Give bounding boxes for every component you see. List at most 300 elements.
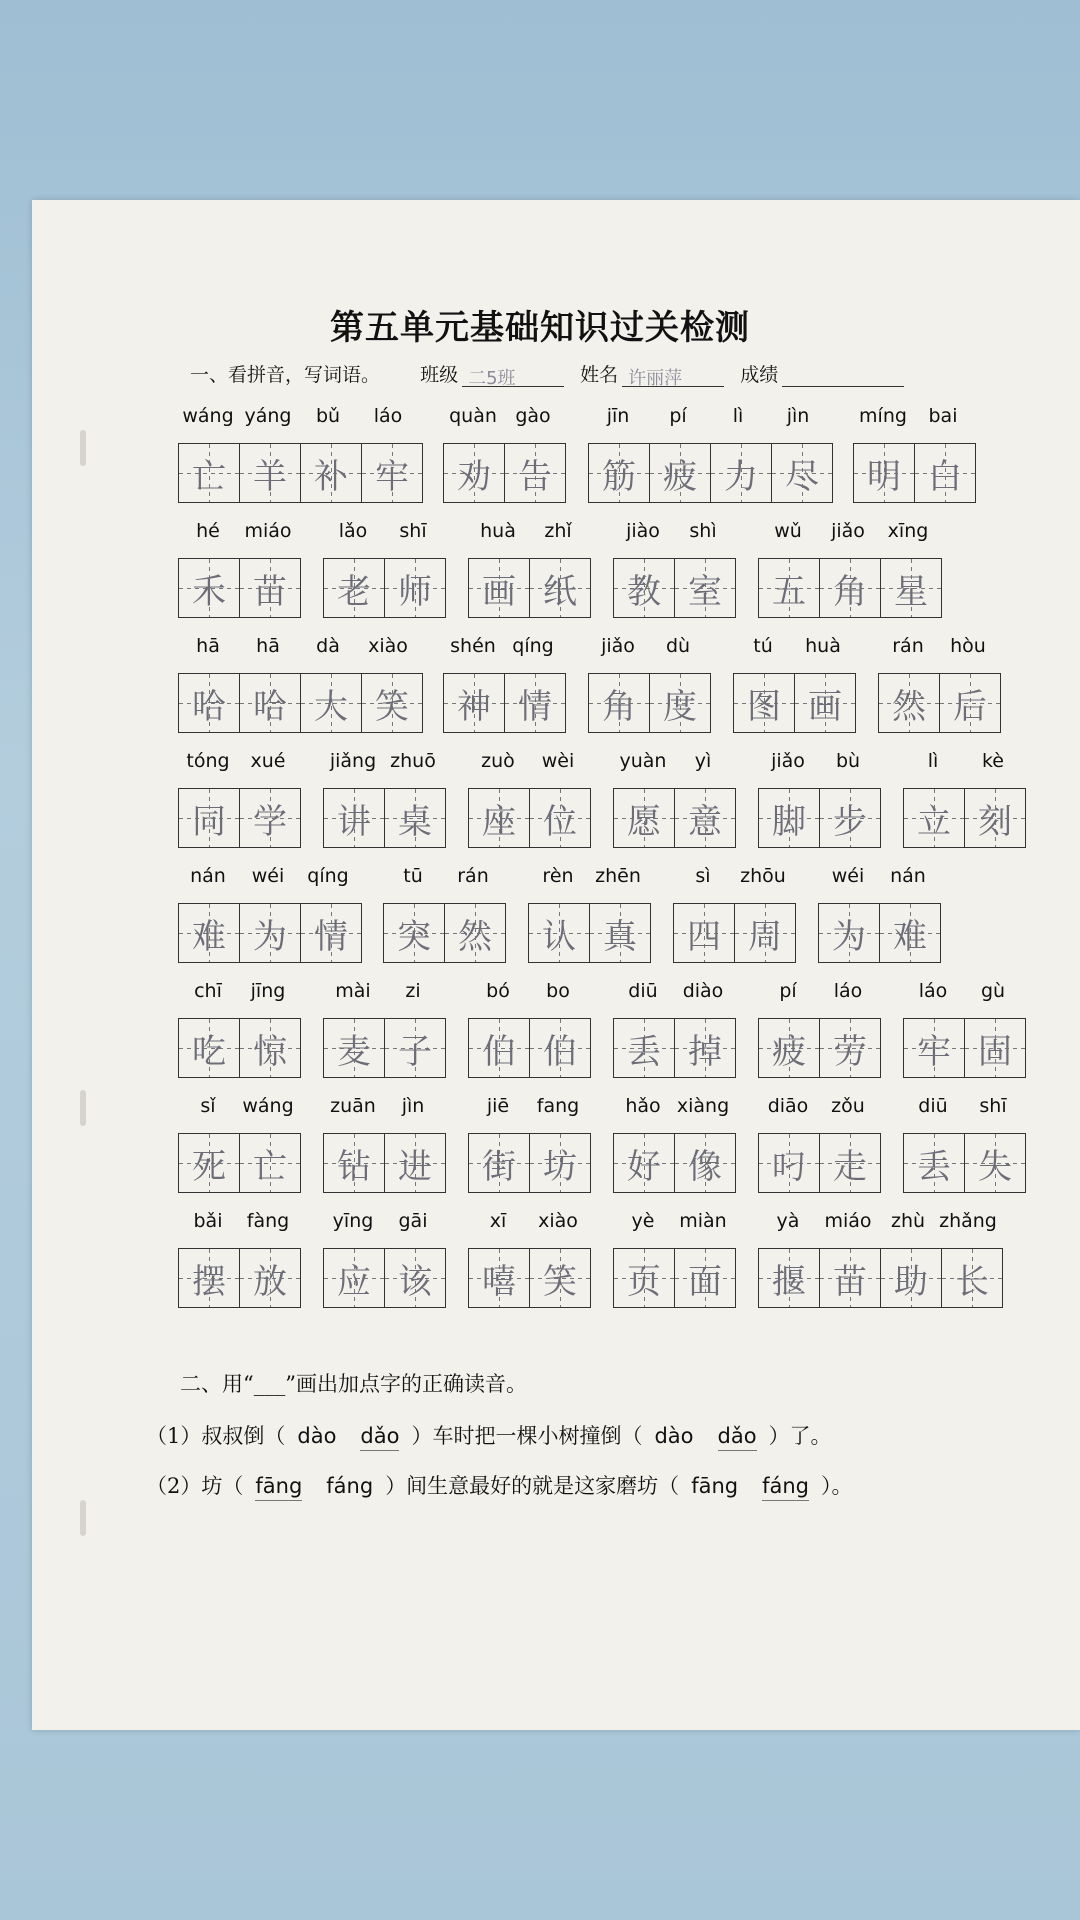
pinyin-syllable: lì: [927, 750, 939, 772]
pinyin-syllable: hā: [256, 635, 280, 657]
handwritten-char-box[interactable]: 突: [384, 904, 445, 962]
pinyin-syllable: qíng: [512, 635, 554, 657]
pinyin-syllable: fang: [536, 1095, 580, 1117]
pinyin-syllable: mài: [335, 980, 371, 1002]
pinyin-syllable: hā: [196, 635, 220, 657]
pinyin-syllable: jiǎng: [329, 750, 377, 772]
pinyin-row: [878, 635, 998, 663]
question-1: [146, 1420, 832, 1450]
tianzige-boxes: [733, 673, 856, 733]
pinyin-row: [733, 635, 853, 663]
handwritten-char-box[interactable]: 叼: [759, 1134, 820, 1192]
pinyin-row: [613, 980, 733, 1008]
pinyin-row: [613, 750, 733, 778]
handwritten-char-box[interactable]: 补: [301, 444, 362, 502]
tianzige-boxes: [613, 1133, 736, 1193]
pinyin-row: [323, 1095, 443, 1123]
handwritten-char-box[interactable]: 五: [759, 559, 820, 617]
q1-text-end: ）了。: [768, 1424, 832, 1448]
pinyin-syllable: bó: [486, 980, 510, 1002]
pinyin-syllable: wéi: [251, 865, 285, 887]
handwritten-char-box[interactable]: 摆: [179, 1249, 240, 1307]
pinyin-row: [903, 980, 1023, 1008]
section1-header: [190, 360, 904, 387]
handwritten-char-box[interactable]: 街: [469, 1134, 530, 1192]
q2-option-c[interactable]: fāng: [691, 1474, 739, 1498]
binding-hole: [80, 430, 86, 466]
pinyin-row: [468, 980, 588, 1008]
handwritten-char-box[interactable]: 亡: [179, 444, 240, 502]
pinyin-syllable: jīn: [606, 405, 630, 427]
pinyin-row: [178, 750, 298, 778]
pinyin-row: [758, 980, 878, 1008]
handwritten-char-box[interactable]: 同: [179, 789, 240, 847]
pinyin-syllable: míng: [859, 405, 907, 427]
handwritten-char-box[interactable]: 四: [674, 904, 735, 962]
pinyin-syllable: zuò: [481, 750, 515, 772]
pinyin-row: [758, 1095, 878, 1123]
pinyin-row: [758, 1210, 998, 1238]
pinyin-syllable: yè: [631, 1210, 655, 1232]
pinyin-row: [178, 1095, 298, 1123]
handwritten-char-box[interactable]: 走: [820, 1134, 880, 1192]
tianzige-boxes: [468, 1248, 591, 1308]
handwritten-char-box[interactable]: 苗: [820, 1249, 881, 1307]
tianzige-boxes: [178, 673, 423, 733]
pinyin-syllable: xiào: [538, 1210, 578, 1232]
handwritten-char-box[interactable]: 位: [530, 789, 590, 847]
handwritten-char-box[interactable]: 哈: [240, 674, 301, 732]
handwritten-char-box[interactable]: 尽: [772, 444, 832, 502]
handwritten-char-box[interactable]: 老: [324, 559, 385, 617]
pinyin-row: [758, 750, 878, 778]
q1-option-b-selected[interactable]: dǎo: [360, 1424, 399, 1451]
pinyin-syllable: shī: [399, 520, 427, 542]
handwritten-char-box[interactable]: 力: [711, 444, 772, 502]
q2-option-d-selected[interactable]: fáng: [762, 1474, 809, 1501]
tianzige-boxes: [178, 1133, 301, 1193]
pinyin-syllable: tóng: [186, 750, 230, 772]
pinyin-row: [178, 980, 298, 1008]
pinyin-syllable: nán: [890, 865, 926, 887]
tianzige-boxes: [853, 443, 976, 503]
pinyin-row: [178, 865, 358, 893]
pinyin-syllable: nán: [190, 865, 226, 887]
pinyin-row: [323, 520, 443, 548]
tianzige-boxes: [323, 1018, 446, 1078]
pinyin-syllable: huà: [480, 520, 516, 542]
tianzige-boxes: [443, 443, 566, 503]
pinyin-syllable: gào: [515, 405, 551, 427]
pinyin-syllable: wèi: [541, 750, 575, 772]
tianzige-boxes: [383, 903, 506, 963]
handwritten-char-box[interactable]: 师: [385, 559, 445, 617]
q1-option-a[interactable]: dào: [297, 1424, 337, 1448]
pinyin-syllable: dà: [316, 635, 340, 657]
pinyin-row: [383, 865, 503, 893]
pinyin-row: [443, 405, 563, 433]
handwritten-char-box[interactable]: 苗: [240, 559, 300, 617]
pinyin-syllable: miàn: [679, 1210, 727, 1232]
pinyin-syllable: tū: [403, 865, 423, 887]
pinyin-syllable: hòu: [950, 635, 986, 657]
handwritten-char-box[interactable]: 立: [904, 789, 965, 847]
pinyin-syllable: pí: [669, 405, 687, 427]
handwritten-char-box[interactable]: 固: [965, 1019, 1025, 1077]
handwritten-char-box[interactable]: 嘻: [469, 1249, 530, 1307]
pinyin-syllable: huà: [805, 635, 841, 657]
pinyin-syllable: rán: [892, 635, 924, 657]
handwritten-char-box[interactable]: 明: [854, 444, 915, 502]
tianzige-boxes: [903, 1018, 1026, 1078]
pinyin-syllable: wéi: [831, 865, 865, 887]
tianzige-boxes: [323, 788, 446, 848]
handwritten-char-box[interactable]: 疲: [759, 1019, 820, 1077]
pinyin-syllable: jìn: [786, 405, 810, 427]
pinyin-syllable: wáng: [182, 405, 234, 427]
tianzige-boxes: [613, 558, 736, 618]
pinyin-syllable: lǎo: [338, 520, 368, 542]
handwritten-char-box[interactable]: 伯: [530, 1019, 590, 1077]
pinyin-syllable: zhǐ: [544, 520, 572, 542]
handwritten-char-box[interactable]: 角: [820, 559, 881, 617]
handwritten-char-box[interactable]: 助: [881, 1249, 942, 1307]
pinyin-syllable: bo: [546, 980, 570, 1002]
pinyin-syllable: shén: [450, 635, 496, 657]
handwritten-char-box[interactable]: 钻: [324, 1134, 385, 1192]
handwritten-char-box[interactable]: 度: [650, 674, 710, 732]
tianzige-boxes: [673, 903, 796, 963]
pinyin-row: [673, 865, 793, 893]
pinyin-syllable: jiē: [486, 1095, 510, 1117]
pinyin-syllable: miáo: [244, 520, 292, 542]
handwritten-char-box[interactable]: 页: [614, 1249, 675, 1307]
pinyin-row: [613, 1095, 733, 1123]
pinyin-row: [178, 1210, 298, 1238]
pinyin-syllable: gāi: [398, 1210, 428, 1232]
tianzige-boxes: [178, 558, 301, 618]
pinyin-syllable: zǒu: [831, 1095, 865, 1117]
tianzige-boxes: [178, 788, 301, 848]
score-field[interactable]: [782, 364, 904, 387]
pinyin-syllable: diào: [682, 980, 724, 1002]
handwritten-char-box[interactable]: 放: [240, 1249, 300, 1307]
pinyin-row: [468, 1095, 588, 1123]
pinyin-row: [588, 635, 708, 663]
tianzige-boxes: [468, 1018, 591, 1078]
class-label: 班级: [420, 364, 459, 386]
handwritten-char-box[interactable]: 认: [529, 904, 590, 962]
tianzige-boxes: [758, 1133, 881, 1193]
handwritten-char-box[interactable]: 步: [820, 789, 880, 847]
pinyin-syllable: dù: [665, 635, 691, 657]
handwritten-char-box[interactable]: 难: [880, 904, 940, 962]
pinyin-syllable: yáng: [244, 405, 292, 427]
question-2: [146, 1470, 853, 1500]
pinyin-syllable: sǐ: [200, 1095, 216, 1117]
pinyin-syllable: yà: [776, 1210, 800, 1232]
q2-text-end: ）。: [821, 1474, 853, 1498]
handwritten-char-box[interactable]: 后: [940, 674, 1000, 732]
pinyin-syllable: chī: [194, 980, 222, 1002]
tianzige-boxes: [178, 1248, 301, 1308]
pinyin-syllable: yì: [694, 750, 712, 772]
tianzige-boxes: [878, 673, 1001, 733]
pinyin-syllable: xué: [250, 750, 286, 772]
tianzige-boxes: [178, 443, 423, 503]
pinyin-syllable: diū: [628, 980, 658, 1002]
q2-option-b[interactable]: fáng: [326, 1474, 374, 1498]
pinyin-syllable: shī: [979, 1095, 1007, 1117]
pinyin-syllable: bǎi: [193, 1210, 223, 1232]
pinyin-row: [613, 1210, 733, 1238]
handwritten-char-box[interactable]: 丢: [904, 1134, 965, 1192]
pinyin-row: [468, 750, 588, 778]
pinyin-syllable: jiǎo: [831, 520, 865, 542]
pinyin-syllable: láo: [373, 405, 403, 427]
handwritten-char-box[interactable]: 丢: [614, 1019, 675, 1077]
handwritten-char-box[interactable]: 坊: [530, 1134, 590, 1192]
handwritten-char-box[interactable]: 座: [469, 789, 530, 847]
tianzige-boxes: [178, 903, 362, 963]
pinyin-syllable: xiào: [368, 635, 408, 657]
tianzige-boxes: [588, 443, 833, 503]
pinyin-row: [323, 980, 443, 1008]
tianzige-boxes: [323, 558, 446, 618]
pinyin-row: [758, 520, 938, 548]
handwritten-char-box[interactable]: 周: [735, 904, 795, 962]
tianzige-boxes: [613, 788, 736, 848]
handwritten-char-box[interactable]: 掉: [675, 1019, 735, 1077]
handwritten-char-box[interactable]: 告: [505, 444, 565, 502]
tianzige-boxes: [528, 903, 651, 963]
handwritten-char-box[interactable]: 死: [179, 1134, 240, 1192]
pinyin-row: [613, 520, 733, 548]
tianzige-boxes: [818, 903, 941, 963]
pinyin-syllable: xī: [489, 1210, 507, 1232]
pinyin-syllable: sì: [695, 865, 711, 887]
handwritten-char-box[interactable]: 角: [589, 674, 650, 732]
handwritten-char-box[interactable]: 愿: [614, 789, 675, 847]
handwritten-char-box[interactable]: 学: [240, 789, 300, 847]
pinyin-syllable: yīng: [332, 1210, 374, 1232]
score-label: 成绩: [740, 364, 779, 386]
pinyin-syllable: zhù: [890, 1210, 926, 1232]
pinyin-syllable: jiǎo: [601, 635, 635, 657]
pinyin-syllable: gù: [980, 980, 1006, 1002]
q1-text-mid: ）车时把一棵小树撞倒（: [411, 1424, 643, 1448]
handwritten-char-box[interactable]: 禾: [179, 559, 240, 617]
pinyin-syllable: quàn: [449, 405, 497, 427]
handwritten-char-box[interactable]: 像: [675, 1134, 735, 1192]
handwritten-char-box[interactable]: 脚: [759, 789, 820, 847]
section1-heading: 一、看拼音，写词语。: [190, 364, 381, 386]
pinyin-row: [178, 520, 298, 548]
tianzige-boxes: [323, 1248, 446, 1308]
tianzige-boxes: [468, 558, 591, 618]
handwritten-char-box[interactable]: 子: [385, 1019, 445, 1077]
handwritten-char-box[interactable]: 难: [179, 904, 240, 962]
handwritten-char-box[interactable]: 白: [915, 444, 975, 502]
handwritten-char-box[interactable]: 讲: [324, 789, 385, 847]
pinyin-row: [178, 405, 418, 433]
handwritten-char-box[interactable]: 刻: [965, 789, 1025, 847]
pinyin-syllable: jīng: [250, 980, 286, 1002]
handwritten-char-box[interactable]: 画: [795, 674, 855, 732]
binding-hole: [80, 1500, 86, 1536]
handwritten-char-box[interactable]: 失: [965, 1134, 1025, 1192]
name-label: 姓名: [580, 364, 619, 386]
section2-heading: 二、用“___”画出加点字的正确读音。: [180, 1372, 527, 1396]
pinyin-syllable: hé: [196, 520, 220, 542]
pinyin-syllable: tú: [753, 635, 773, 657]
tianzige-boxes: [613, 1248, 736, 1308]
pinyin-syllable: bǔ: [315, 405, 341, 427]
handwritten-char-box[interactable]: 笑: [362, 674, 422, 732]
pinyin-syllable: bai: [928, 405, 958, 427]
handwritten-char-box[interactable]: 长: [942, 1249, 1002, 1307]
pinyin-syllable: jiǎo: [771, 750, 805, 772]
handwritten-char-box[interactable]: 桌: [385, 789, 445, 847]
pinyin-row: [468, 520, 588, 548]
pinyin-syllable: hǎo: [625, 1095, 661, 1117]
name-field[interactable]: 许丽萍: [622, 364, 724, 387]
handwritten-char-box[interactable]: 惊: [240, 1019, 300, 1077]
pinyin-row: [323, 1210, 443, 1238]
pinyin-row: [903, 750, 1023, 778]
handwritten-char-box[interactable]: 吃: [179, 1019, 240, 1077]
tianzige-boxes: [468, 1133, 591, 1193]
tianzige-boxes: [758, 1018, 881, 1078]
pinyin-row: [323, 750, 443, 778]
pinyin-syllable: zhēn: [595, 865, 641, 887]
handwritten-char-box[interactable]: 应: [324, 1249, 385, 1307]
handwritten-char-box[interactable]: 哈: [179, 674, 240, 732]
handwritten-char-box[interactable]: 大: [301, 674, 362, 732]
pinyin-row: [468, 1210, 588, 1238]
tianzige-boxes: [613, 1018, 736, 1078]
handwritten-char-box[interactable]: 图: [734, 674, 795, 732]
pinyin-row: [588, 405, 828, 433]
pinyin-syllable: láo: [918, 980, 948, 1002]
tianzige-boxes: [588, 673, 711, 733]
class-field[interactable]: 二5班: [462, 364, 564, 387]
pinyin-syllable: zhōu: [740, 865, 786, 887]
handwritten-char-box[interactable]: 为: [819, 904, 880, 962]
q2-option-a-selected[interactable]: fāng: [255, 1474, 302, 1501]
pinyin-syllable: qíng: [307, 865, 349, 887]
handwritten-char-box[interactable]: 牢: [362, 444, 422, 502]
tianzige-boxes: [468, 788, 591, 848]
q1-option-c[interactable]: dào: [654, 1424, 694, 1448]
handwritten-char-box[interactable]: 情: [301, 904, 361, 962]
handwritten-char-box[interactable]: 好: [614, 1134, 675, 1192]
tianzige-boxes: [903, 788, 1026, 848]
handwritten-char-box[interactable]: 星: [881, 559, 941, 617]
binding-hole: [80, 1090, 86, 1126]
handwritten-char-box[interactable]: 揠: [759, 1249, 820, 1307]
pinyin-syllable: shì: [689, 520, 717, 542]
tianzige-boxes: [903, 1133, 1026, 1193]
pinyin-syllable: zhǎng: [939, 1210, 997, 1232]
pinyin-syllable: kè: [981, 750, 1004, 772]
pinyin-syllable: wáng: [242, 1095, 294, 1117]
handwritten-char-box[interactable]: 羊: [240, 444, 301, 502]
pinyin-syllable: jìn: [401, 1095, 425, 1117]
handwritten-char-box[interactable]: 然: [879, 674, 940, 732]
pinyin-row: [853, 405, 973, 433]
handwritten-char-box[interactable]: 劳: [820, 1019, 880, 1077]
pinyin-syllable: zi: [405, 980, 421, 1002]
handwritten-char-box[interactable]: 画: [469, 559, 530, 617]
tianzige-boxes: [758, 1248, 1003, 1308]
handwritten-char-box[interactable]: 筋: [589, 444, 650, 502]
handwritten-char-box[interactable]: 意: [675, 789, 735, 847]
handwritten-char-box[interactable]: 为: [240, 904, 301, 962]
pinyin-syllable: lì: [732, 405, 744, 427]
handwritten-char-box[interactable]: 进: [385, 1134, 445, 1192]
handwritten-char-box[interactable]: 疲: [650, 444, 711, 502]
pinyin-syllable: fàng: [246, 1210, 290, 1232]
handwritten-char-box[interactable]: 面: [675, 1249, 735, 1307]
pinyin-syllable: jiào: [626, 520, 660, 542]
q2-text-start: （2）坊（: [146, 1474, 244, 1498]
tianzige-boxes: [178, 1018, 301, 1078]
pinyin-syllable: rèn: [542, 865, 574, 887]
handwritten-char-box[interactable]: 室: [675, 559, 735, 617]
pinyin-row: [178, 635, 418, 663]
handwritten-char-box[interactable]: 教: [614, 559, 675, 617]
tianzige-boxes: [758, 558, 942, 618]
handwritten-char-box[interactable]: 该: [385, 1249, 445, 1307]
tianzige-boxes: [443, 673, 566, 733]
q1-text-start: （1）叔叔倒（: [146, 1424, 286, 1448]
handwritten-char-box[interactable]: 伯: [469, 1019, 530, 1077]
handwritten-char-box[interactable]: 麦: [324, 1019, 385, 1077]
handwritten-char-box[interactable]: 神: [444, 674, 505, 732]
tianzige-boxes: [323, 1133, 446, 1193]
pinyin-row: [903, 1095, 1023, 1123]
q1-option-d-selected[interactable]: dǎo: [718, 1424, 757, 1451]
pinyin-syllable: zhuō: [390, 750, 436, 772]
q2-text-mid: ）间生意最好的就是这家磨坊（: [385, 1474, 680, 1498]
handwritten-char-box[interactable]: 情: [505, 674, 565, 732]
pinyin-syllable: xīng: [887, 520, 929, 542]
handwritten-char-box[interactable]: 笑: [530, 1249, 590, 1307]
pinyin-syllable: diāo: [767, 1095, 809, 1117]
handwritten-char-box[interactable]: 牢: [904, 1019, 965, 1077]
handwritten-char-box[interactable]: 纸: [530, 559, 590, 617]
pinyin-syllable: rán: [457, 865, 489, 887]
pinyin-syllable: yuàn: [619, 750, 667, 772]
tianzige-boxes: [758, 788, 881, 848]
pinyin-syllable: miáo: [824, 1210, 872, 1232]
pinyin-syllable: bù: [835, 750, 861, 772]
handwritten-char-box[interactable]: 劝: [444, 444, 505, 502]
handwritten-char-box[interactable]: 真: [590, 904, 650, 962]
pinyin-syllable: láo: [833, 980, 863, 1002]
pinyin-syllable: wǔ: [774, 520, 802, 542]
pinyin-syllable: xiàng: [676, 1095, 730, 1117]
pinyin-row: [528, 865, 648, 893]
page-title: 第五单元基础知识过关检测: [330, 308, 750, 348]
pinyin-row: [818, 865, 938, 893]
handwritten-char-box[interactable]: 然: [445, 904, 505, 962]
pinyin-row: [443, 635, 563, 663]
pinyin-syllable: diū: [918, 1095, 948, 1117]
pinyin-syllable: pí: [779, 980, 797, 1002]
handwritten-char-box[interactable]: 亡: [240, 1134, 300, 1192]
